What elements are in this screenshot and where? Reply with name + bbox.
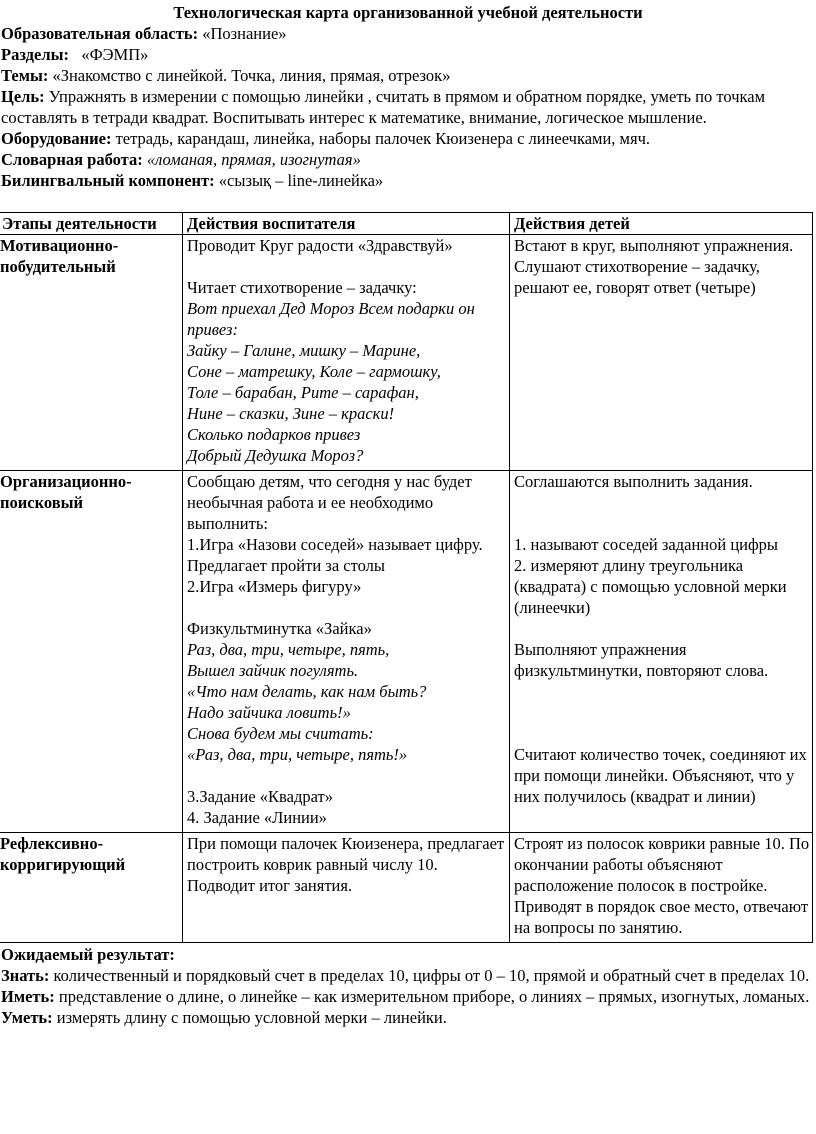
result-have <box>0 986 816 1007</box>
table-row <box>0 833 813 943</box>
table-row <box>0 235 813 471</box>
teacher-action-line: Подводит итог занятия. <box>187 876 353 895</box>
result-heading: Ожидаемый результат: <box>1 945 175 964</box>
teacher-action-line: 1.Игра «Назови соседей» называет цифру. <box>187 535 483 554</box>
field-label: Цель: <box>1 87 45 106</box>
children-action-line <box>514 723 810 744</box>
teacher-action-line: Снова будем мы считать: <box>187 724 374 743</box>
teacher-action-line: Нине – сказки, Зине – краски! <box>187 404 395 423</box>
stage-cell <box>0 471 183 833</box>
children-action-line <box>514 702 810 723</box>
table-header-row <box>0 213 813 235</box>
header-fields <box>0 23 816 191</box>
teacher-action-line: Толе – барабан, Рите – сарафан, <box>187 383 419 402</box>
teacher-action-line: «Раз, два, три, четыре, пять!» <box>187 745 408 764</box>
teacher-action-line: 3.Задание «Квадрат» <box>187 787 333 806</box>
field-topic <box>0 65 816 86</box>
children-action-line: Выполняют упражнения физкультминутки, повторяют слова. <box>514 640 769 680</box>
children-actions-cell <box>510 833 813 943</box>
teacher-action-line: Раз, два, три, четыре, пять, <box>187 640 390 659</box>
teacher-action-line: Предлагает пройти за столы <box>187 556 385 575</box>
field-value: «Познание» <box>198 24 287 43</box>
header-teacher: Действия воспитателя <box>183 213 510 235</box>
field-goal <box>0 86 816 128</box>
stage-cell <box>0 833 183 943</box>
field-label: Разделы: <box>1 45 69 64</box>
teacher-action-line <box>187 765 507 786</box>
activity-table <box>0 212 813 943</box>
document-title: Технологическая карта организованной учебной деятельности <box>173 3 643 22</box>
expected-result <box>0 944 816 1028</box>
result-know <box>0 965 816 986</box>
field-vocabulary <box>0 149 816 170</box>
children-action-line: Строят из полосок коврики равные 10. По окончании работы объясняют расположение полосок в постройке. <box>514 834 810 895</box>
teacher-action-line: Добрый Дедушка Мороз? <box>187 446 364 465</box>
table-row <box>0 471 813 833</box>
teacher-action-line: При помощи палочек Кюизенера, предлагает построить коврик равный числу 10. <box>187 834 505 874</box>
field-label: Темы: <box>1 66 49 85</box>
teacher-action-line: Сообщаю детям, что сегодня у нас будет необычная работа и ее необходимо выполнить: <box>187 472 472 533</box>
stage-name-line: Рефлексивно- <box>0 834 104 853</box>
result-can <box>0 1007 816 1028</box>
document-page <box>0 2 816 1028</box>
stage-name-line: поисковый <box>0 493 84 512</box>
field-label: Словарная работа: <box>1 150 143 169</box>
teacher-action-line: Вышел зайчик погулять. <box>187 661 359 680</box>
children-actions-cell <box>510 235 813 471</box>
children-action-line <box>514 681 810 702</box>
teacher-action-line: Зайку – Галине, мишку – Марине, <box>187 341 421 360</box>
children-action-line: 2. измеряют длину треугольника (квадрата) с помощью условной мерки (линеечки) <box>514 556 787 617</box>
teacher-action-line: «Что нам делать, как нам быть? <box>187 682 427 701</box>
teacher-action-line: Вот приехал Дед Мороз Всем подарки он привез: <box>187 299 475 339</box>
field-value: «ломаная, прямая, изогнутая» <box>142 150 361 169</box>
field-sections <box>0 44 816 65</box>
children-action-line: Считают количество точек, соединяют их при помощи линейки. Объясняют, что у них получилось (квадрат и линии) <box>514 745 807 806</box>
result-value: количественный и порядковый счет в пределах 10, цифры от 0 – 10, прямой и обратный счет в пределах 10. <box>49 966 810 985</box>
teacher-action-line: Сколько подарков привез <box>187 425 361 444</box>
children-action-line: Соглашаются выполнить задания. <box>514 472 753 491</box>
teacher-actions-cell <box>183 471 510 833</box>
children-action-line: 1. называют соседей заданной цифры <box>514 535 778 554</box>
children-action-line <box>514 618 810 639</box>
teacher-action-line: 4. Задание «Линии» <box>187 808 327 827</box>
field-bilingual <box>0 170 816 191</box>
stage-cell <box>0 235 183 471</box>
teacher-action-line <box>187 256 507 277</box>
field-value: «Знакомство с линейкой. Точка, линия, прямая, отрезок» <box>48 66 451 85</box>
teacher-actions-cell <box>183 235 510 471</box>
teacher-actions-cell <box>183 833 510 943</box>
teacher-action-line: 2.Игра «Измерь фигуру» <box>187 577 362 596</box>
stage-name-line: корригирующий <box>0 855 126 874</box>
teacher-action-line <box>187 597 507 618</box>
teacher-action-line: Соне – матрешку, Коле – гармошку, <box>187 362 441 381</box>
field-equipment <box>0 128 816 149</box>
stage-name-line: Организационно- <box>0 472 132 491</box>
header-children: Действия детей <box>510 213 813 235</box>
children-action-line <box>514 492 810 513</box>
children-action-line: Слушают стихотворение – задачку, решают ее, говорят ответ (четыре) <box>514 257 760 297</box>
field-area <box>0 23 816 44</box>
children-actions-cell <box>510 471 813 833</box>
teacher-action-line: Физкультминутка «Зайка» <box>187 619 372 638</box>
children-action-line <box>514 513 810 534</box>
field-label: Образовательная область: <box>1 24 199 43</box>
result-label: Иметь: <box>1 987 55 1006</box>
stage-name-line: побудительный <box>0 257 116 276</box>
field-label: Оборудование: <box>1 129 112 148</box>
children-action-line: Встают в круг, выполняют упражнения. <box>514 236 794 255</box>
header-stages: Этапы деятельности <box>0 213 183 235</box>
result-value: измерять длину с помощью условной мерки – линейки. <box>52 1008 447 1027</box>
stage-name-line: Мотивационно- <box>0 236 119 255</box>
field-value: тетрадь, карандаш, линейка, наборы палочек Кюизенера с линеечками, мяч. <box>111 129 651 148</box>
children-action-line: Приводят в порядок свое место, отвечают на вопросы по занятию. <box>514 897 809 937</box>
field-value: «сызық – line-линейка» <box>214 171 384 190</box>
field-value: Упражнять в измерении с помощью линейки , считать в прямом и обратном порядке, уметь по точкам составлять в тетради квадрат. Воспитывать интерес к математике, внимание, логическое мышление. <box>1 87 766 127</box>
result-value: представление о длине, о линейке – как измерительном приборе, о линиях – прямых, изогнутых, ломаных. <box>54 987 810 1006</box>
field-value: «ФЭМП» <box>68 45 149 64</box>
result-label: Знать: <box>1 966 50 985</box>
teacher-action-line: Читает стихотворение – задачку: <box>187 278 417 297</box>
field-label: Билингвальный компонент: <box>1 171 215 190</box>
teacher-action-line: Надо зайчика ловить!» <box>187 703 351 722</box>
result-label: Уметь: <box>1 1008 53 1027</box>
teacher-action-line: Проводит Круг радости «Здравствуй» <box>187 236 453 255</box>
